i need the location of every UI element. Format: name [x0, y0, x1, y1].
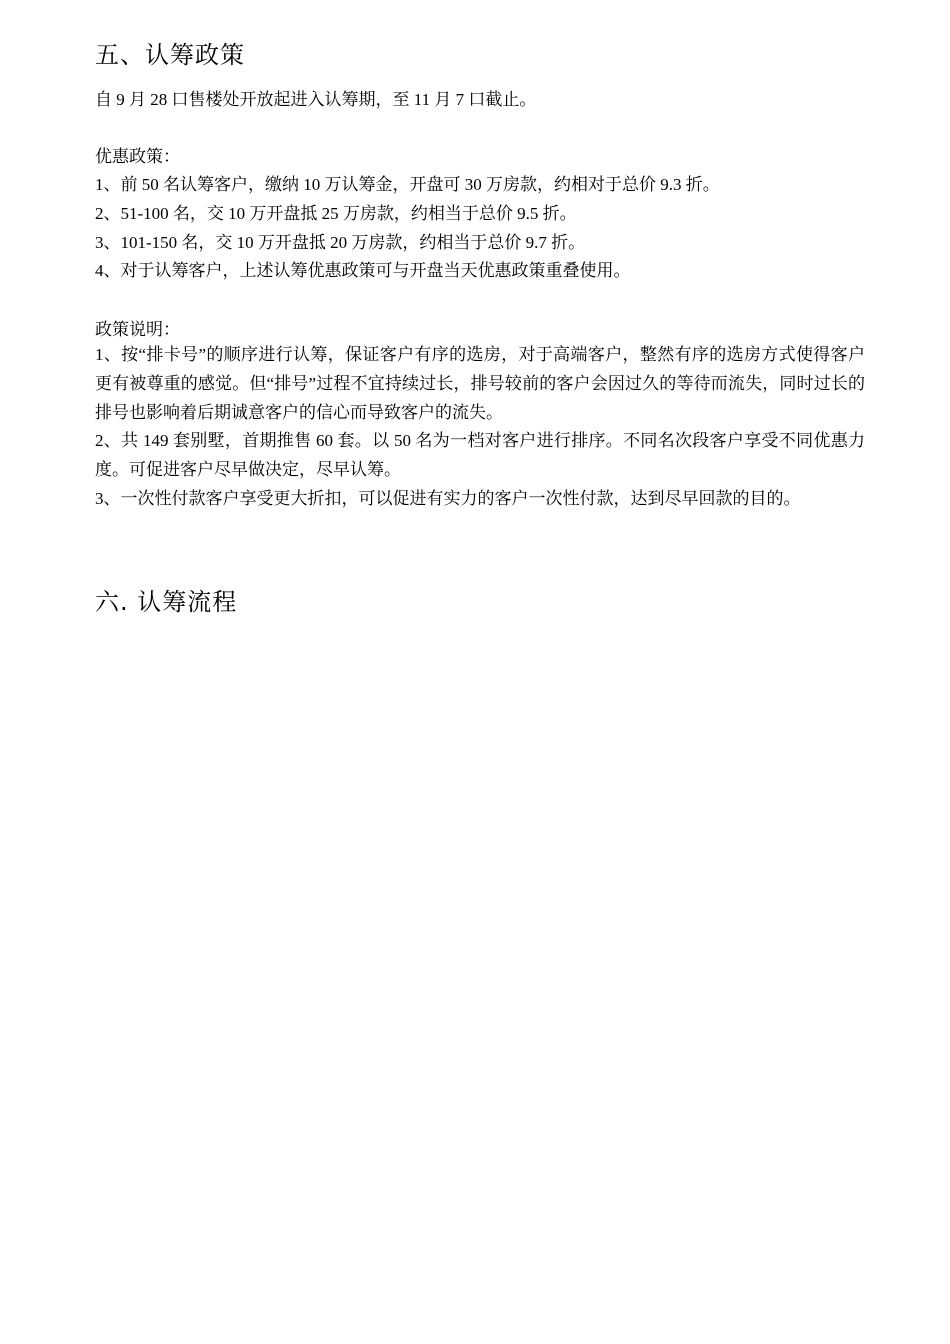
explanation-item: 2、共 149 套别墅，首期推售 60 套。以 50 名为一档对客户进行排序。不同名次段客户享受不同优惠力度。可促进客户尽早做决定，尽早认筹。	[95, 431, 865, 480]
discount-item: 4、对于认筹客户，上述认筹优惠政策可与开盘当天优惠政策重叠使用。	[95, 261, 631, 281]
policy-explanation-title: 政策说明：	[95, 320, 180, 339]
section-5-title: 五、认筹政策	[95, 41, 245, 69]
explanation-item: 3、一次性付款客户享受更大折扣，可以促进有实力的客户一次性付款，达到尽早回款的目的。	[95, 488, 801, 508]
subscription-period-text: 自 9 月 28 口售楼处开放起进入认筹期，至 11 月 7 口截止。	[95, 90, 537, 109]
discount-item: 2、51-100 名，交 10 万开盘抵 25 万房款，约相当于总价 9.5 折。	[95, 203, 577, 223]
discount-item: 3、101-150 名，交 10 万开盘抵 20 万房款，约相当于总价 9.7 折。	[95, 232, 586, 252]
discount-policy-list	[95, 171, 865, 286]
discount-item: 1、前 50 名认筹客户，缴纳 10 万认筹金，开盘可 30 万房款，约相对于总价 9.3 折。	[95, 175, 720, 194]
discount-policy-title: 优惠政策：	[95, 147, 180, 166]
policy-explanation-list	[95, 341, 865, 514]
explanation-item: 1、按“排卡号”的顺序进行认筹，保证客户有序的选房，对于高端客户，整然有序的选房方式使得客户更有被尊重的感觉。但“排号”过程不宜持续过长，排号较前的客户会因过久的等待而流失，同时过长的排号也影响着后期诚意客户的信心而导致客户的流失。	[95, 345, 865, 422]
section-6-title: 六. 认筹流程	[95, 588, 238, 616]
